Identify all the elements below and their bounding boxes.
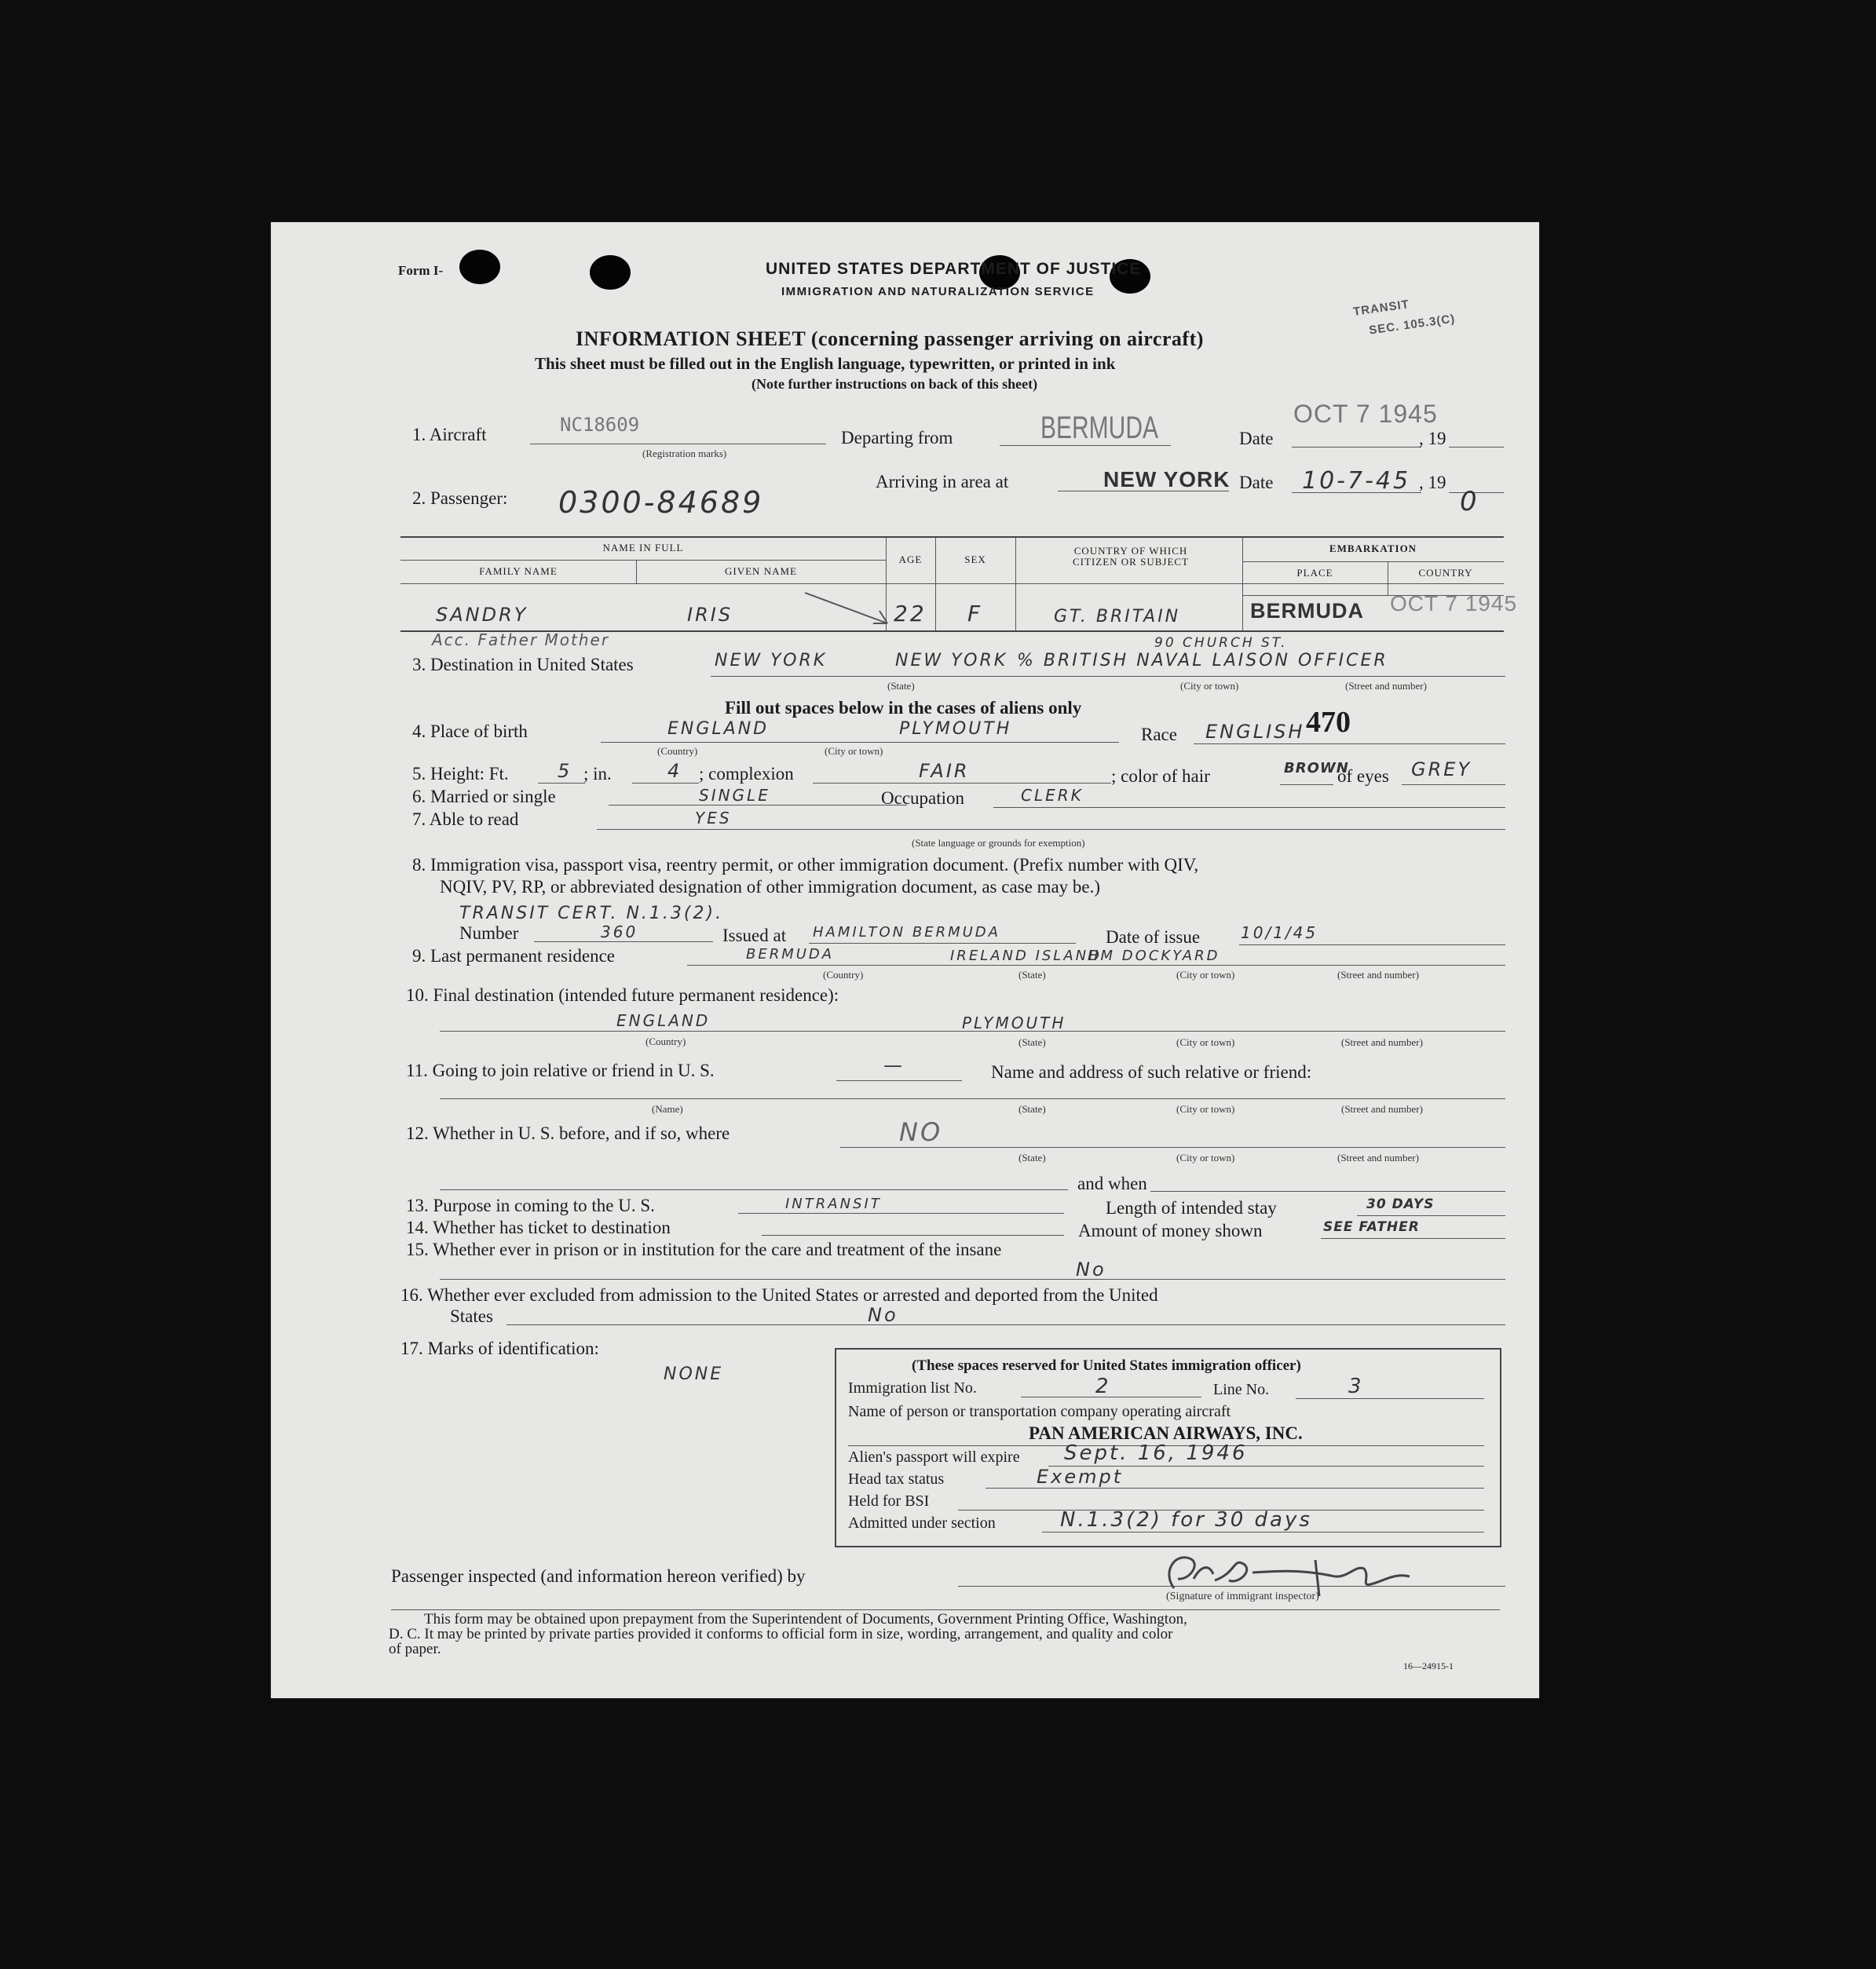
form-label: Form I- (398, 263, 444, 278)
purpose: INTRANSIT (785, 1196, 882, 1212)
us-before: NO (899, 1117, 943, 1147)
caption-city: (City or town) (1176, 969, 1235, 981)
destination-state: NEW YORK (715, 651, 828, 670)
immigration-list-label: Immigration list No. (848, 1379, 977, 1397)
country-citizen-header: COUNTRY OF WHICH CITIZEN OR SUBJECT (1073, 545, 1189, 568)
transit-stamp-section: SEC. 105.3(C) (1368, 312, 1457, 338)
caption-city: (City or town) (1180, 680, 1239, 692)
department: UNITED STATES DEPARTMENT OF JUSTICE (766, 260, 1142, 278)
punch-hole (590, 255, 631, 290)
caption-country: (Country) (823, 969, 864, 981)
destination-city: NEW YORK (895, 651, 1008, 670)
money-label: Amount of money shown (1078, 1221, 1263, 1240)
head-tax-label: Head tax status (848, 1470, 945, 1488)
q5-label: 5. Height: Ft. (412, 764, 509, 784)
transit-certificate: TRANSIT CERT. N.1.3(2). (459, 904, 724, 923)
marital-status: SINGLE (699, 786, 770, 805)
q16-label: 16. Whether ever excluded from admission to the United States or arrested and deported from the United (400, 1285, 1158, 1305)
place-header: PLACE (1296, 567, 1333, 579)
line-label: Line No. (1213, 1381, 1270, 1398)
punch-hole (459, 250, 500, 284)
arrow-mark (801, 589, 895, 628)
sex-header: SEX (964, 553, 986, 565)
hair-label: ; color of hair (1111, 766, 1210, 786)
officer-box (835, 1348, 1501, 1547)
height-ft: 5 (558, 760, 572, 782)
embarkation-country-stamp: OCT 7 1945 (1390, 591, 1518, 616)
signature-caption: (Signature of immigrant inspector) (1166, 1591, 1319, 1602)
form-note: (Note further instructions on back of this sheet) (751, 376, 1038, 392)
caption-language: (State language or grounds for exemption) (912, 837, 1085, 849)
race: ENGLISH (1205, 721, 1305, 743)
line-no: 3 (1348, 1375, 1364, 1398)
document-number: 360 (601, 922, 638, 941)
aliens-heading: Fill out spaces below in the cases of aliens only (725, 698, 1082, 718)
company-label: Name of person or transportation company operating aircraft (848, 1403, 1231, 1420)
caption-state: (State) (1018, 1152, 1046, 1164)
occupation-label: Occupation (881, 788, 965, 808)
admitted-label: Admitted under section (848, 1514, 996, 1532)
given-name: IRIS (687, 604, 733, 626)
q12-label: 12. Whether in U. S. before, and if so, where (406, 1123, 730, 1143)
footer-line-1: This form may be obtained upon prepayment from the Superintendent of Documents, Government Printing Office, Washington, (424, 1611, 1187, 1627)
birth-city: PLYMOUTH (899, 719, 1012, 739)
when-label: and when (1077, 1174, 1147, 1193)
caption-state: (State) (887, 680, 915, 692)
footer-line-3: of paper. (389, 1641, 441, 1657)
caption-state: (State) (1018, 1036, 1046, 1048)
residence-city: HM DOCKYARD (1088, 948, 1220, 964)
citizenship: GT. BRITAIN (1054, 607, 1181, 626)
stay-label: Length of intended stay (1106, 1198, 1277, 1218)
able-to-read: YES (695, 809, 732, 827)
family-name: SANDRY (436, 604, 528, 626)
money-shown: SEE FATHER (1323, 1219, 1420, 1235)
caption-country: (Country) (645, 1036, 686, 1047)
issued-label: Issued at (722, 926, 787, 945)
final-country: ENGLAND (616, 1011, 711, 1030)
age-header: AGE (898, 553, 923, 565)
form-sheet (271, 222, 1539, 1698)
join-relative: — (883, 1054, 905, 1076)
passenger-number: 0300-84689 (558, 485, 764, 520)
departing-from: BERMUDA (1040, 411, 1159, 445)
destination-street-above: 90 CHURCH ST. (1154, 635, 1288, 651)
issued-at: HAMILTON BERMUDA (813, 924, 1000, 941)
embarkation-country-header: COUNTRY (1418, 567, 1473, 579)
q10-label: 10. Final destination (intended future permanent residence): (406, 985, 839, 1005)
birth-country: ENGLAND (667, 719, 770, 739)
date-of-issue-label: Date of issue (1106, 927, 1201, 947)
identification-marks: NONE (664, 1364, 724, 1384)
name-in-full-header: NAME IN FULL (602, 542, 684, 553)
caption-city: (City or town) (1176, 1103, 1235, 1115)
family-name-header: FAMILY NAME (479, 565, 558, 577)
q1-label: 1. Aircraft (412, 425, 487, 444)
service: IMMIGRATION AND NATURALIZATION SERVICE (781, 285, 1095, 298)
q9-label: 9. Last permanent residence (412, 946, 615, 966)
year-prefix: , 19 (1419, 429, 1446, 448)
q8-label: 8. Immigration visa, passport visa, reentry permit, or other immigration document. (Prefix number with QIV, (412, 855, 1199, 875)
caption-country: (Country) (657, 745, 698, 757)
passport-label: Alien's passport will expire (848, 1448, 1020, 1466)
departing-label: Departing from (841, 428, 953, 448)
q16-label-continued: States (450, 1306, 493, 1326)
residence-state: IRELAND ISLAND (950, 948, 1102, 964)
transit-stamp: TRANSIT (1352, 298, 1410, 319)
complexion-label: ; complexion (699, 764, 794, 784)
prison-answer: No (1076, 1258, 1106, 1280)
arrival-year: 0 (1460, 486, 1479, 517)
q8-label-continued: NQIV, PV, RP, or abbreviated designation of other immigration document, as case may be.) (440, 877, 1101, 897)
departure-date-stamp: OCT 7 1945 (1293, 400, 1438, 428)
given-name-header: GIVEN NAME (725, 565, 797, 577)
complexion: FAIR (919, 760, 970, 782)
passport-expiry: Sept. 16, 1946 (1064, 1441, 1248, 1465)
registration-caption: (Registration marks) (642, 448, 727, 459)
q14-label: 14. Whether has ticket to destination (406, 1218, 671, 1237)
sex: F (967, 601, 983, 626)
form-instruction: This sheet must be filled out in the English language, typewritten, or printed in ink (535, 354, 1116, 373)
q2-label: 2. Passenger: (412, 488, 508, 508)
accompanying-note: Acc. Father Mother (432, 630, 610, 649)
q11-label: 11. Going to join relative or friend in U. S. (406, 1061, 715, 1080)
arrival-year-prefix: , 19 (1419, 473, 1446, 492)
arriving-label: Arriving in area at (876, 472, 1009, 491)
height-in-label: ; in. (583, 764, 612, 784)
residence-country: BERMUDA (746, 946, 835, 963)
caption-city: (City or town) (825, 745, 883, 757)
caption-street: (Street and number) (1337, 969, 1419, 981)
date-label: Date (1239, 429, 1274, 448)
height-in: 4 (667, 760, 682, 782)
immigration-list-no: 2 (1095, 1375, 1111, 1398)
inspected-label: Passenger inspected (and information hereon verified) by (391, 1566, 806, 1586)
occupation: CLERK (1021, 786, 1084, 805)
number-label: Number (459, 923, 519, 943)
caption-city: (City or town) (1176, 1036, 1235, 1048)
bsi-label: Held for BSI (848, 1492, 930, 1510)
passenger-table (400, 536, 1518, 632)
arrival-date-label: Date (1239, 473, 1274, 492)
arriving-at: NEW YORK (1103, 467, 1231, 491)
q7-label: 7. Able to read (412, 809, 519, 829)
q13-label: 13. Purpose in coming to the U. S. (406, 1196, 655, 1215)
arrival-date: 10-7-45 (1302, 467, 1411, 495)
age: 22 (894, 601, 927, 626)
caption-street: (Street and number) (1341, 1103, 1423, 1115)
embarkation-header: EMBARKATION (1329, 542, 1417, 554)
footer-text (389, 1612, 1498, 1657)
admitted-section: N.1.3(2) for 30 days (1060, 1508, 1312, 1532)
q15-label: 15. Whether ever in prison or in institution for the care and treatment of the insane (406, 1240, 1002, 1259)
head-tax-status: Exempt (1037, 1466, 1124, 1488)
q6-label: 6. Married or single (412, 787, 556, 806)
final-city: PLYMOUTH (962, 1014, 1066, 1032)
hair-color: BROWN (1284, 760, 1349, 776)
aircraft-registration: NC18609 (560, 414, 640, 436)
q3-label: 3. Destination in United States (412, 655, 634, 674)
embarkation-place: BERMUDA (1250, 599, 1364, 623)
form-code: 16—24915-1 (1403, 1660, 1454, 1671)
excluded-answer: No (868, 1304, 898, 1326)
date-of-issue: 10/1/45 (1241, 923, 1318, 942)
relative-name-label: Name and address of such relative or friend: (991, 1062, 1312, 1082)
caption-state: (State) (1018, 969, 1046, 981)
q4-label: 4. Place of birth (412, 721, 528, 741)
caption-name: (Name) (652, 1103, 683, 1115)
race-label: Race (1141, 725, 1177, 744)
length-of-stay: 30 DAYS (1366, 1196, 1435, 1212)
form-title: INFORMATION SHEET (concerning passenger arriving on aircraft) (576, 327, 1204, 350)
stamp-number: 470 (1306, 706, 1351, 739)
destination-street: % BRITISH NAVAL LAISON OFFICER (1017, 651, 1388, 670)
caption-street: (Street and number) (1341, 1036, 1423, 1048)
officer-box-heading: (These spaces reserved for United States immigration officer) (912, 1357, 1301, 1374)
caption-city: (City or town) (1176, 1152, 1235, 1164)
caption-street: (Street and number) (1337, 1152, 1419, 1164)
footer-line-2: D. C. It may be printed by private parties provided it conforms to official form in size, wording, arrangement, and quality and color (389, 1626, 1173, 1642)
eyes-label: of eyes (1337, 766, 1389, 786)
q17-label: 17. Marks of identification: (400, 1339, 599, 1358)
caption-state: (State) (1018, 1103, 1046, 1115)
operating-company: PAN AMERICAN AIRWAYS, INC. (1029, 1423, 1303, 1443)
caption-street: (Street and number) (1345, 680, 1427, 692)
eye-color: GREY (1411, 758, 1472, 780)
